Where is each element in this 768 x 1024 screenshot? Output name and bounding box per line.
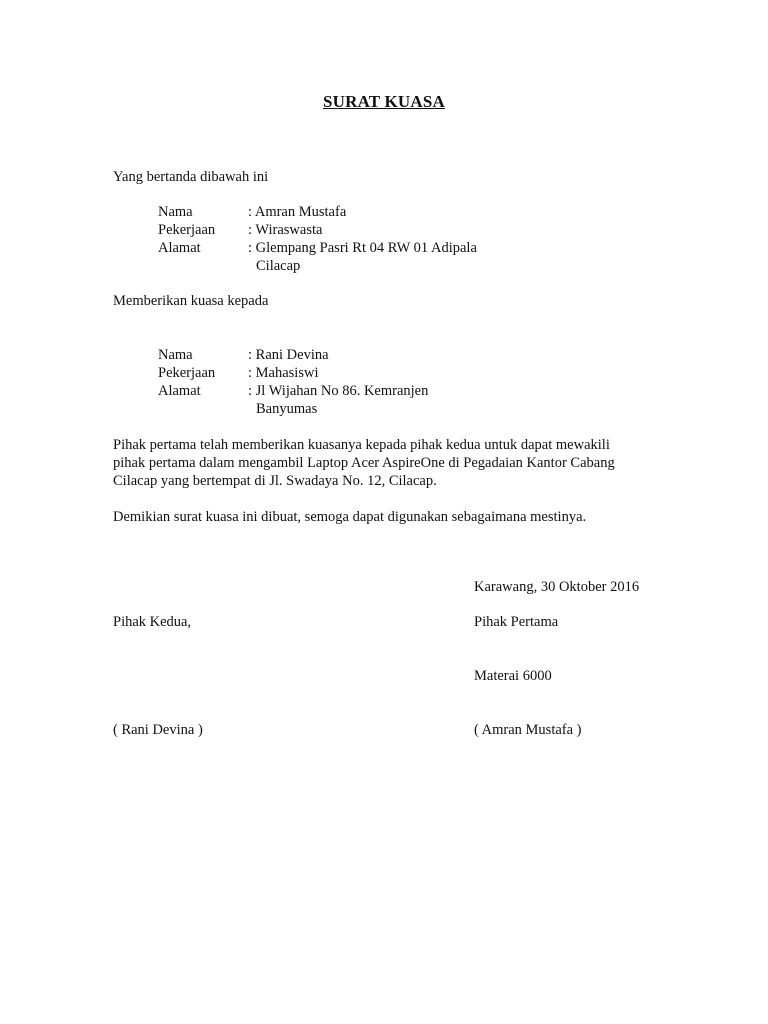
grantor-alamat-value: : Glempang Pasri Rt 04 RW 01 Adipala	[248, 240, 477, 256]
body-line: pihak pertama dalam mengambil Laptop Acer AspireOne di Pegadaian Kantor Cabang	[113, 455, 615, 471]
grantee-alamat-label: Alamat	[158, 383, 201, 399]
grantee-alamat-value: : Jl Wijahan No 86. Kemranjen	[248, 383, 429, 399]
grantor-pekerjaan-label: Pekerjaan	[158, 222, 216, 238]
grantor-alamat-continuation: Cilacap	[256, 258, 301, 274]
place-date: Karawang, 30 Oktober 2016	[474, 579, 640, 595]
stamp-text: Materai 6000	[474, 668, 552, 684]
first-party-label: Pihak Pertama	[474, 614, 559, 630]
second-party-label: Pihak Kedua,	[113, 614, 192, 630]
body-line: Pihak pertama telah memberikan kuasanya kepada pihak kedua untuk dapat mewakili	[113, 437, 610, 453]
grantee-alamat-continuation: Banyumas	[256, 401, 318, 417]
grantee-nama-value: : Rani Devina	[248, 347, 329, 363]
grant-line: Memberikan kuasa kepada	[113, 293, 269, 309]
grantor-nama-label: Nama	[158, 204, 193, 220]
grantee-nama-label: Nama	[158, 347, 193, 363]
body-line: Cilacap yang bertempat di Jl. Swadaya No. 12, Cilacap.	[113, 473, 437, 489]
document-title: SURAT KUASA	[322, 92, 445, 111]
intro-text: Yang bertanda dibawah ini	[113, 169, 269, 185]
grantee-pekerjaan-value: : Mahasiswi	[248, 365, 319, 381]
grantee-pekerjaan-label: Pekerjaan	[158, 365, 216, 381]
first-party-name: ( Amran Mustafa )	[474, 722, 582, 738]
grantor-alamat-label: Alamat	[158, 240, 201, 256]
grantor-nama-value: : Amran Mustafa	[248, 204, 347, 220]
body-paragraph	[113, 436, 653, 490]
closing-text: Demikian surat kuasa ini dibuat, semoga dapat digunakan sebagaimana mestinya.	[113, 509, 587, 525]
second-party-name: ( Rani Devina )	[113, 722, 203, 738]
grantor-pekerjaan-value: : Wiraswasta	[248, 222, 323, 238]
